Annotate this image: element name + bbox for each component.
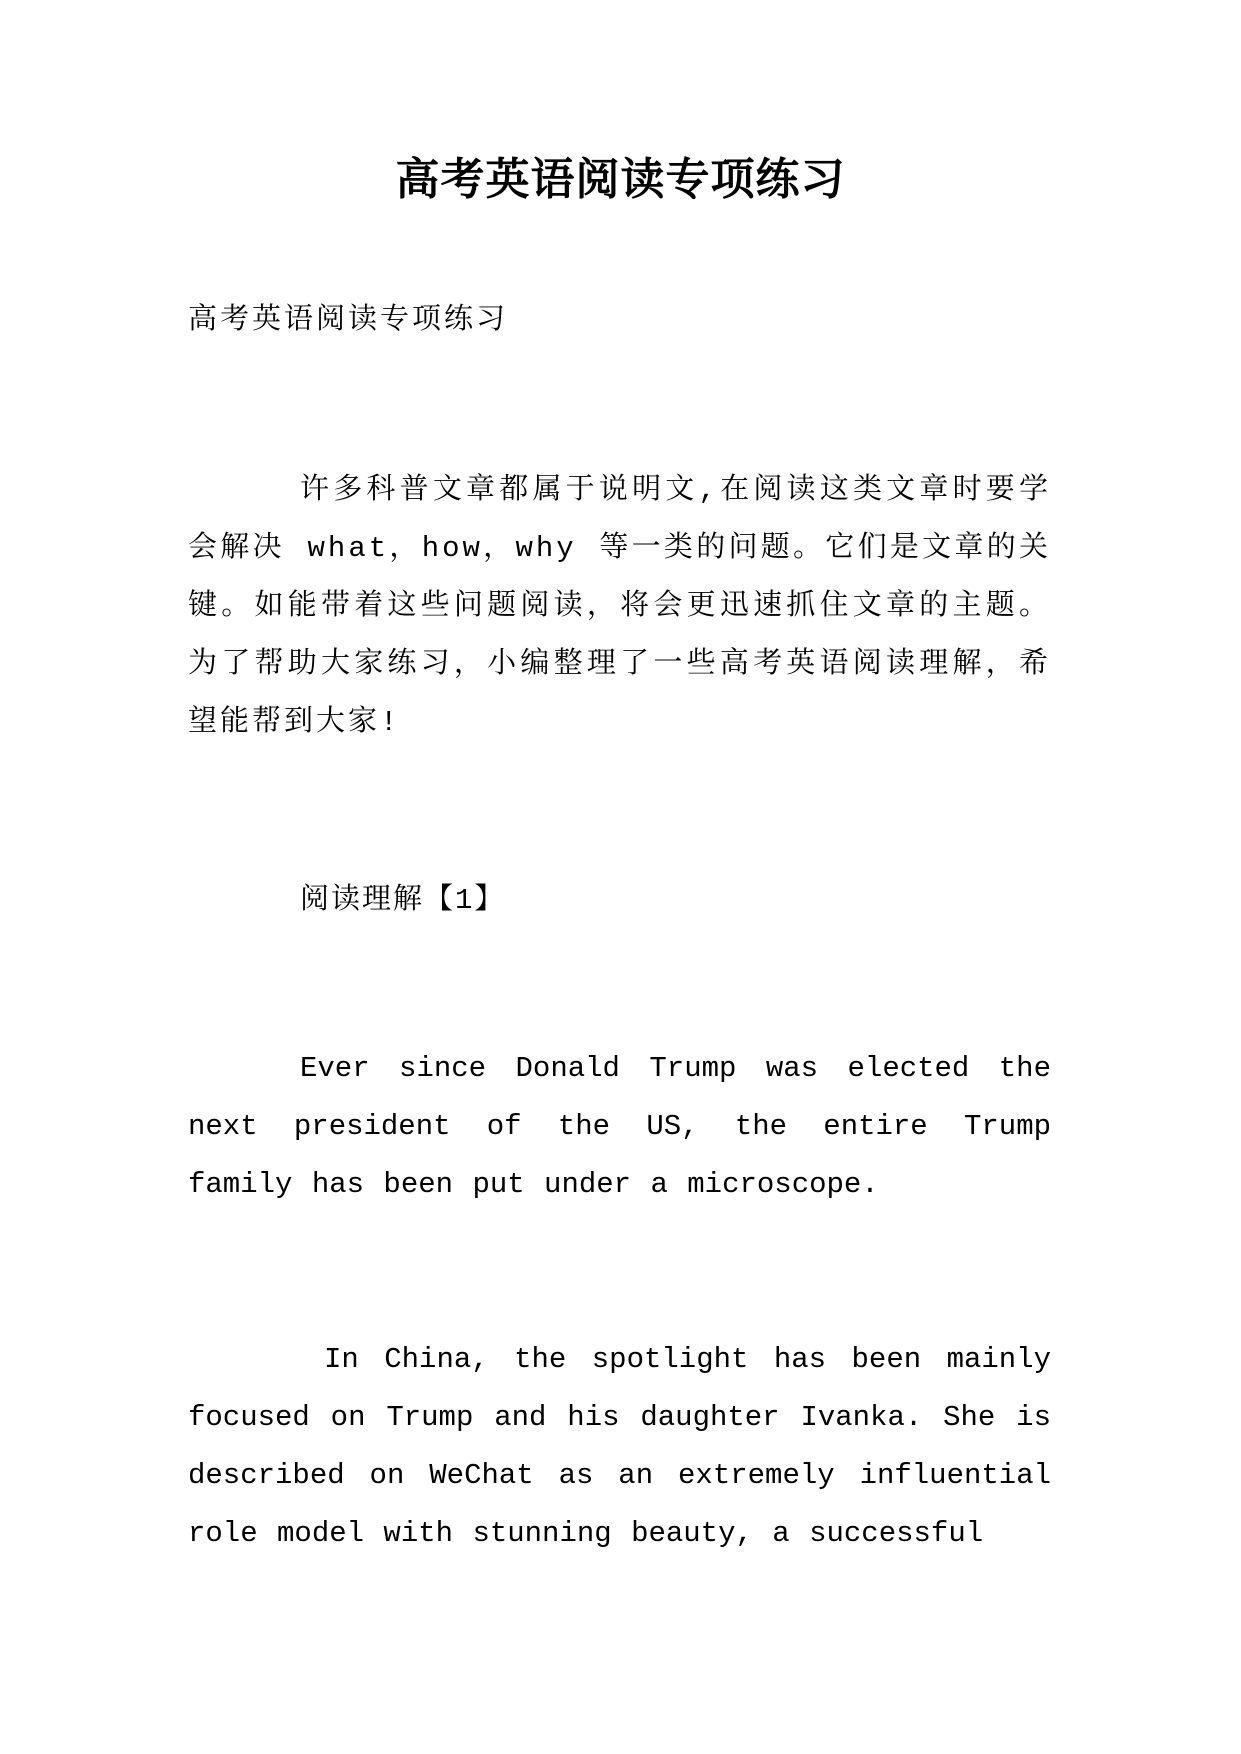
reading-paragraph-1: Ever since Donald Trump was elected the next president of the US, the entire Trump family has been put under a microscope. [188, 1052, 1051, 1201]
document-subtitle: 高考英语阅读专项练习 [188, 304, 509, 337]
reading-paragraph-2: In China, the spotlight has been mainly focused on Trump and his daughter Ivanka. She is described on WeChat as an extremely influential role model with stunning beauty, a successful [188, 1343, 1051, 1550]
section-heading: 阅读理解【1】 [300, 884, 506, 917]
document-title: 高考英语阅读专项练习 [395, 154, 846, 205]
intro-paragraph: 许多科普文章都属于说明文,在阅读这类文章时要学会解决 what，how，why 等一类的问题。它们是文章的关键。如能带着这些问题阅读，将会更迅速抓住文章的主题。为了帮助大家练习，小编整理了一些高考英语阅读理解，希望能帮到大家! [188, 474, 1051, 739]
